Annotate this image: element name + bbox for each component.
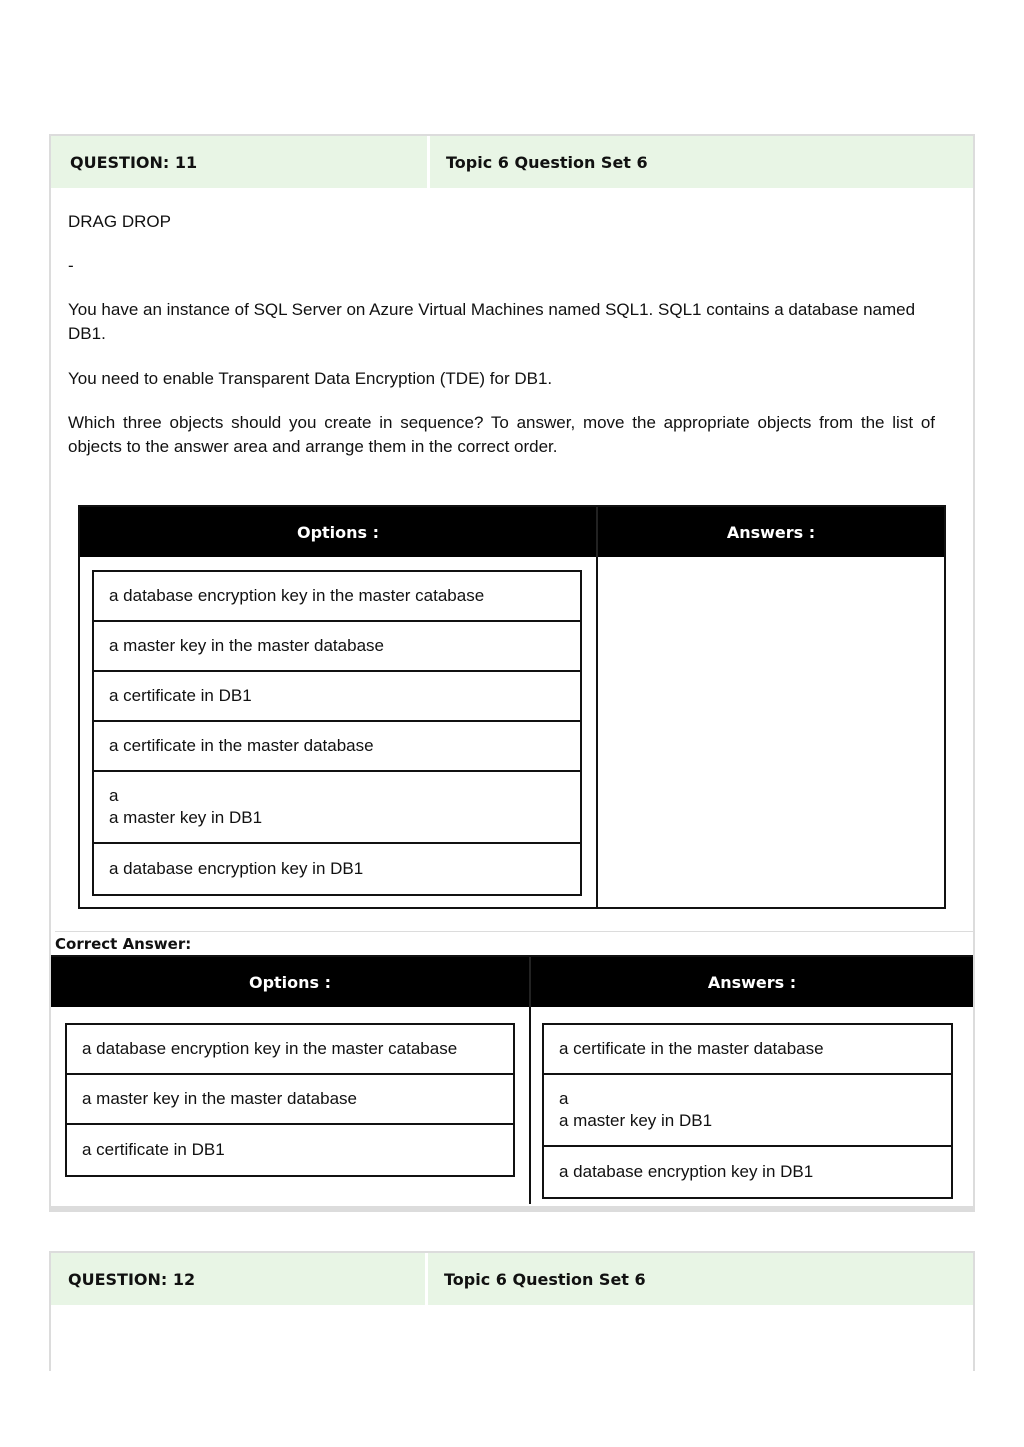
drag-drop-area bbox=[78, 505, 946, 909]
question-number: QUESTION: 11 bbox=[51, 136, 430, 188]
correct-options-list bbox=[65, 1023, 515, 1177]
correct-options-column bbox=[51, 1007, 531, 1204]
answers-header: Answers : bbox=[707, 972, 797, 992]
options-header: Options : bbox=[51, 957, 531, 1007]
question-paragraph: You have an instance of SQL Server on Azure Virtual Machines named SQL1. SQL1 contains a database named DB1. bbox=[68, 300, 916, 343]
question-dash: - bbox=[68, 256, 74, 275]
option-item: a master key in the master database bbox=[67, 1075, 513, 1125]
option-item: a database encryption key in the master catabase bbox=[67, 1025, 513, 1075]
option-item[interactable]: a database encryption key in the master catabase bbox=[94, 572, 580, 622]
option-item: a certificate in DB1 bbox=[82, 1140, 225, 1159]
question-header bbox=[51, 136, 973, 188]
options-column bbox=[80, 557, 598, 907]
question-paragraph: Which three objects should you create in sequence? To answer, move the appropriate objects from the list of objects to the answer area and arrange them in the correct order. bbox=[68, 413, 935, 456]
answer-item: a certificate in the master database bbox=[544, 1025, 951, 1075]
question-card bbox=[49, 1251, 975, 1371]
question-card bbox=[49, 134, 975, 1212]
correct-answers-column bbox=[531, 1007, 973, 1204]
answer-item: a a master key in DB1 bbox=[544, 1075, 951, 1147]
correct-answers-list bbox=[542, 1023, 953, 1199]
option-item[interactable]: a master key in the master database bbox=[94, 622, 580, 672]
option-item[interactable]: a certificate in the master database bbox=[94, 722, 580, 772]
question-topic: Topic 6 Question Set 6 bbox=[444, 1269, 646, 1289]
question-topic: Topic 6 Question Set 6 bbox=[446, 152, 648, 172]
drag-drop-header bbox=[80, 507, 944, 557]
correct-answer-area bbox=[51, 955, 973, 1204]
question-type: DRAG DROP bbox=[68, 212, 171, 231]
question-paragraph: You need to enable Transparent Data Encryption (TDE) for DB1. bbox=[68, 369, 553, 388]
options-header: Options : bbox=[80, 507, 598, 557]
question-number: QUESTION: 12 bbox=[51, 1253, 428, 1305]
answers-drop-zone[interactable] bbox=[598, 557, 944, 907]
question-header bbox=[51, 1253, 973, 1305]
options-list bbox=[92, 570, 582, 896]
option-item[interactable]: a certificate in DB1 bbox=[94, 672, 580, 722]
option-item[interactable]: a a master key in DB1 bbox=[94, 772, 580, 844]
correct-answer-label: Correct Answer: bbox=[55, 931, 973, 955]
answer-item: a database encryption key in DB1 bbox=[559, 1162, 814, 1181]
option-item[interactable]: a database encryption key in DB1 bbox=[109, 859, 364, 878]
correct-answer-header bbox=[51, 957, 973, 1007]
answers-header: Answers : bbox=[726, 522, 816, 542]
